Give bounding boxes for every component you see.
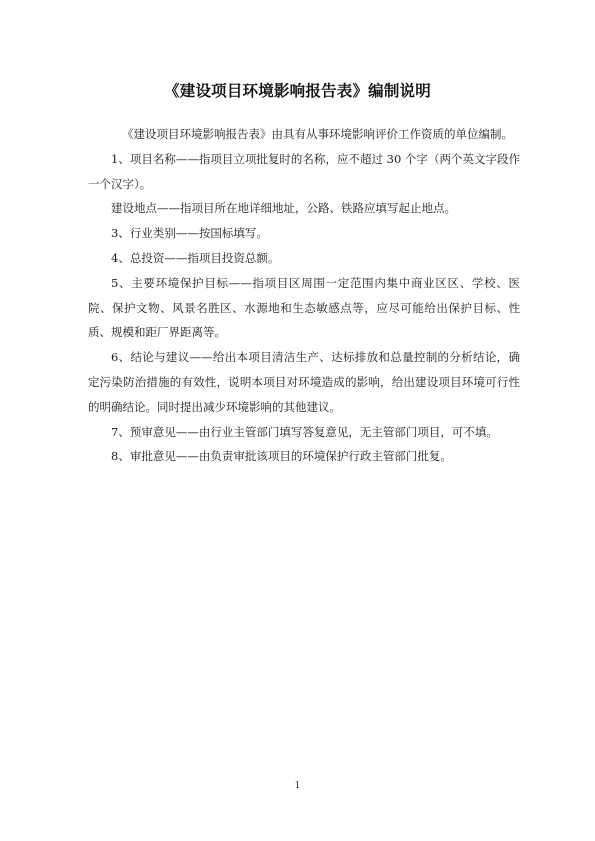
paragraph-item-8: 8、审批意见——由负责审批该项目的环境保护行政主管部门批复。 [111,449,452,464]
paragraph-intro: 《建设项目环境影响报告表》由具有从事环境影响评价工作资质的单位编制。 [122,127,513,141]
page-number: 1 [294,781,301,791]
paragraph-item-5: 5、主要环境保护目标——指项目区周围一定范围内集中商业区区、学校、医院、保护文物、风景名胜区、水源地和生态敏感点等，应尽可能给出保护目标、性质、规模和距厂界距离等。 [88,275,520,340]
paragraph-item-3: 3、行业类别——按国标填写。 [111,226,268,241]
paragraph-item-2: 建设地点——指项目所在地详细地址，公路、铁路应填写起止地点。 [111,201,456,216]
document-body [88,122,520,469]
paragraph-item-6: 6、结论与建议——给出本项目清洁生产、达标排放和总量控制的分析结论，确定污染防治措施的有效性，说明本项目对环境造成的影响，给出建设项目环境可行性的明确结论。同时提出减少环境影响的其他建议。 [88,350,520,414]
paragraph-item-1: 1、项目名称——指项目立项批复时的名称，应不超过 30 个字（两个英文字段作一个汉字）。 [88,151,520,191]
paragraph-item-7: 7、预审意见——由行业主管部门填写答复意见，无主管部门项目，可不填。 [111,424,498,439]
document-title: 《建设项目环境影响报告表》编制说明 [164,82,431,100]
paragraph-item-4: 4、总投资——指项目投资总额。 [111,250,280,265]
